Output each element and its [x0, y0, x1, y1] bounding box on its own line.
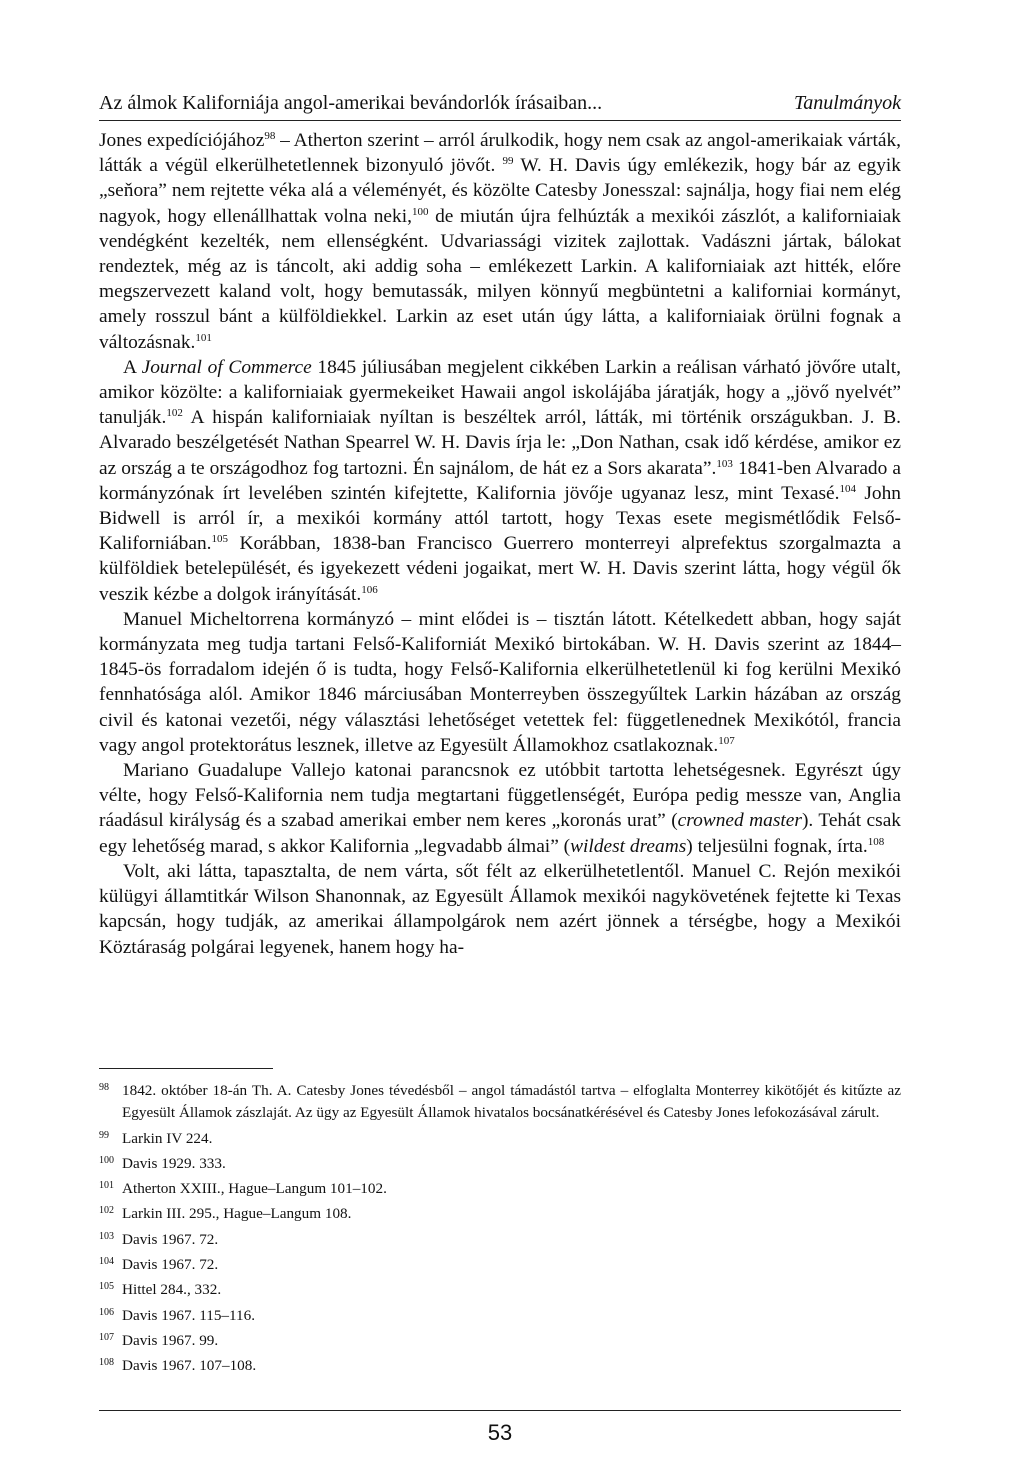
footnote-ref: 100 — [411, 205, 429, 218]
footnote-ref: 101 — [195, 331, 212, 344]
footnote-text: Hittel 284., 332. — [122, 1281, 222, 1299]
footnote — [99, 1352, 901, 1377]
footnote — [99, 1150, 901, 1175]
footnote-ref: 107 — [718, 734, 735, 747]
paragraph — [99, 355, 901, 607]
text-run: W. H. Davis úgy emlékezik, hogy bár az egyik „seňora” nem rejtette véka alá a véleményét, és közölte Catesby Jonesszal: sajnálja, hogy fiai nem elég nagyok, hogy ellenállhattak volna neki, — [99, 155, 901, 227]
footnote-ref: 104 — [839, 482, 856, 495]
footnote-number: 99 — [99, 1129, 109, 1141]
bottom-divider — [99, 1410, 901, 1411]
footnote-text: 1842. október 18-án Th. A. Catesby Jones tévedésből – angol támadástól tartva – elfoglalta Monterrey kikötőjét és kitűzte az Egyesült Államok zászlaját. Az ügy az Egyesült Államok hivatalos bocsánatkérésével és Catesby Jones lefokozásával zárult. — [122, 1082, 901, 1122]
paragraph — [99, 758, 901, 859]
footnote-ref: 99 — [502, 155, 514, 168]
text-run: Jones expedíciójához — [99, 130, 265, 151]
footnote-ref: 103 — [716, 457, 733, 470]
footnote-number-wrap — [99, 1175, 122, 1200]
text-run: 1845 júliusában megjelent cikkében Larkin a reálisan várható jövőre utalt, amikor közölte: a kaliforniaiak gyermekeiket Hawaii angol iskolájába járatják, hogy a „jövő nyelvét” tanulják. — [99, 356, 902, 429]
text-run: John Bidwell is arról ír, a mexikói kormány attól tartott, hogy Texas esete megismétlődik Felső-Kaliforniában. — [99, 482, 902, 555]
footnote-text: Davis 1967. 115–116. — [122, 1306, 256, 1324]
footnote-number: 100 — [99, 1154, 114, 1166]
footnote-ref: 106 — [361, 583, 378, 596]
footnote-number-wrap — [99, 1150, 122, 1175]
footnote-divider — [99, 1068, 273, 1069]
footnote-number-wrap — [99, 1302, 122, 1327]
text-run: ) teljesülni fognak, írta. — [686, 835, 868, 857]
running-title: Az álmok Kaliforniája angol-amerikai bevándorlók írásaiban... — [99, 92, 603, 114]
section-label: Tanulmányok — [793, 92, 901, 114]
journal-page — [99, 0, 901, 1463]
footnote-number-wrap — [99, 1200, 122, 1225]
running-header — [99, 92, 901, 121]
footnote-number: 102 — [99, 1205, 114, 1217]
footnote-number-wrap — [99, 1125, 122, 1150]
text-run: 1841-ben Alvarado a kormányzónak írt levelében szintén kifejtette, Kalifornia jövője ugyanaz lesz, mint Texasé. — [99, 457, 901, 504]
italic-text: crowned master — [677, 810, 802, 832]
footnote-number: 103 — [99, 1230, 114, 1242]
footnote-text: Davis 1967. 72. — [122, 1256, 219, 1274]
footnote-number: 108 — [99, 1357, 114, 1369]
footnote-text: Larkin IV 224. — [122, 1129, 213, 1147]
footnote — [99, 1327, 901, 1352]
footnote-number: 107 — [99, 1331, 114, 1343]
text-run: A — [123, 356, 142, 378]
footnote-text: Larkin III. 295., Hague–Langum 108. — [122, 1205, 352, 1223]
text-run: – Atherton szerint – arról árulkodik, hogy nem csak az angol-amerikaiak várták, látták a végül elkerülhetetlennek bizonyuló jövőt. — [99, 130, 901, 177]
paragraph — [99, 859, 901, 960]
footnote-number: 106 — [99, 1306, 114, 1318]
footnote — [99, 1226, 901, 1251]
footnote-number: 98 — [99, 1082, 109, 1093]
italic-text: wildest dreams — [570, 835, 687, 857]
text-run: Volt, aki látta, tapasztalta, de nem várta, sőt félt az elkerülhetetlentől. Manuel C. Rejón mexikói külügyi államtitkár Wilson Shanonnak, az Egyesült Államok mexikói nagykövetének fejtette ki Texas kapcsán, hogy tudják, az amerikai állampolgárok nem azért jönnek a térségbe, hogy a Mexikói Köztáraság polgárai legyenek, hanem hogy ha- — [99, 860, 901, 958]
footnote-number: 101 — [99, 1180, 114, 1192]
text-run: Mariano Guadalupe Vallejo katonai parancsnok ez utóbbit tartotta lehetségesnek. Egyrészt úgy vélte, hogy Felső-Kalifornia nem tudja megtartani függetlenségét, Európa pedig messze van, Anglia ráadásul királyság és a szabad amerikai ember nem keres „koronás urat” ( — [99, 760, 901, 832]
body-text — [99, 128, 901, 960]
footnote-text: Davis 1967. 72. — [122, 1230, 219, 1248]
italic-text: Journal of Commerce — [141, 356, 312, 378]
footnote-number: 105 — [99, 1281, 114, 1293]
footnote-ref: 108 — [867, 835, 885, 848]
footnote — [99, 1251, 901, 1276]
paragraph — [99, 607, 901, 758]
footnote-number-wrap — [99, 1327, 122, 1352]
text-run: Korábban, 1838-ban Francisco Guerrero monterreyi alprefektus szorgalmazta a külföldiek betelepülését, és igyekezett védeni jogaikat, mert W. H. Davis szerint látta, hogy végül ők veszik kézbe a dolgok irányítását. — [99, 533, 901, 605]
text-run: Manuel Micheltorrena kormányzó – mint elődei is – tisztán látott. Kételkedett abban, hogy saját kormányzata meg tudja tartani Felső-Kaliforniát Mexikó birtokában. W. H. Davis szerint az 1844–1845-ös forradalom idején ő is tudta, hogy Felső-Kalifornia elkerülhetetlenül ki fog kerülni Mexikó fennhatósága alól. Amikor 1846 márciusában Monterreyben összegyűltek Larkin házában az ország civil és katonai vezetői, négy választási lehetőséget vetettek fel: függetlenednek Mexikótól, francia vagy angol protektorátus lesznek, illetve az Egyesült Államokhoz csatlakoznak. — [99, 608, 901, 756]
footnote-number-wrap — [99, 1352, 122, 1377]
text-run: de miután újra felhúzták a mexikói zászlót, a kaliforniaiak vendégként kezelték, nem ellenségként. Udvariassági vizitek zajlottak. Vadászni jártak, bálokat rendeztek, még az is táncolt, aki addig soha – emlékezett Larkin. A kaliforniaiak azt hitték, előre megszervezett kaland volt, hogy bemutassák, milyen könnyű megbüntetni a kaliforniai kormányt, amely rosszul bánt a külföldiekkel. Larkin az eset után úgy látta, a kaliforniaiak örülni fognak a változásnak. — [99, 205, 901, 353]
footnote-number-wrap — [99, 1251, 122, 1276]
text-run: ). Tehát csak egy lehetőség marad, s akkor Kalifornia „legvadabb álmai” ( — [99, 810, 901, 857]
footnote-number-wrap — [99, 1276, 122, 1301]
footnote-ref: 98 — [264, 130, 276, 142]
footnote — [99, 1077, 901, 1125]
footnote-number: 104 — [99, 1256, 114, 1268]
footnotes — [99, 1077, 901, 1378]
paragraph — [99, 128, 901, 355]
footnote — [99, 1200, 901, 1225]
footnote-text: Davis 1967. 107–108. — [122, 1357, 257, 1375]
footnote — [99, 1125, 901, 1150]
footnote-number-wrap — [99, 1077, 122, 1102]
footnote-ref: 102 — [166, 407, 183, 420]
footnote-number-wrap — [99, 1226, 122, 1251]
footnote — [99, 1175, 901, 1200]
footnote-ref: 105 — [211, 533, 229, 546]
footnote-text: Davis 1929. 333. — [122, 1154, 226, 1172]
footnote-text: Davis 1967. 99. — [122, 1331, 219, 1349]
footnote — [99, 1302, 901, 1327]
text-run: A hispán kaliforniaiak nyíltan is beszéltek arról, látták, mi történik országukban. J. B. Alvarado beszélgetését Nathan Spearrel W. H. Davis írja le: „Don Nathan, csak idő kérdése, amikor ez az ország a te országodhoz fog tartozni. Én sajnálom, de hát ez a Sors akarata”. — [99, 407, 901, 479]
page-number: 53 — [487, 1420, 513, 1445]
footnote — [99, 1276, 901, 1301]
footnote-text: Atherton XXIII., Hague–Langum 101–102. — [122, 1180, 387, 1198]
